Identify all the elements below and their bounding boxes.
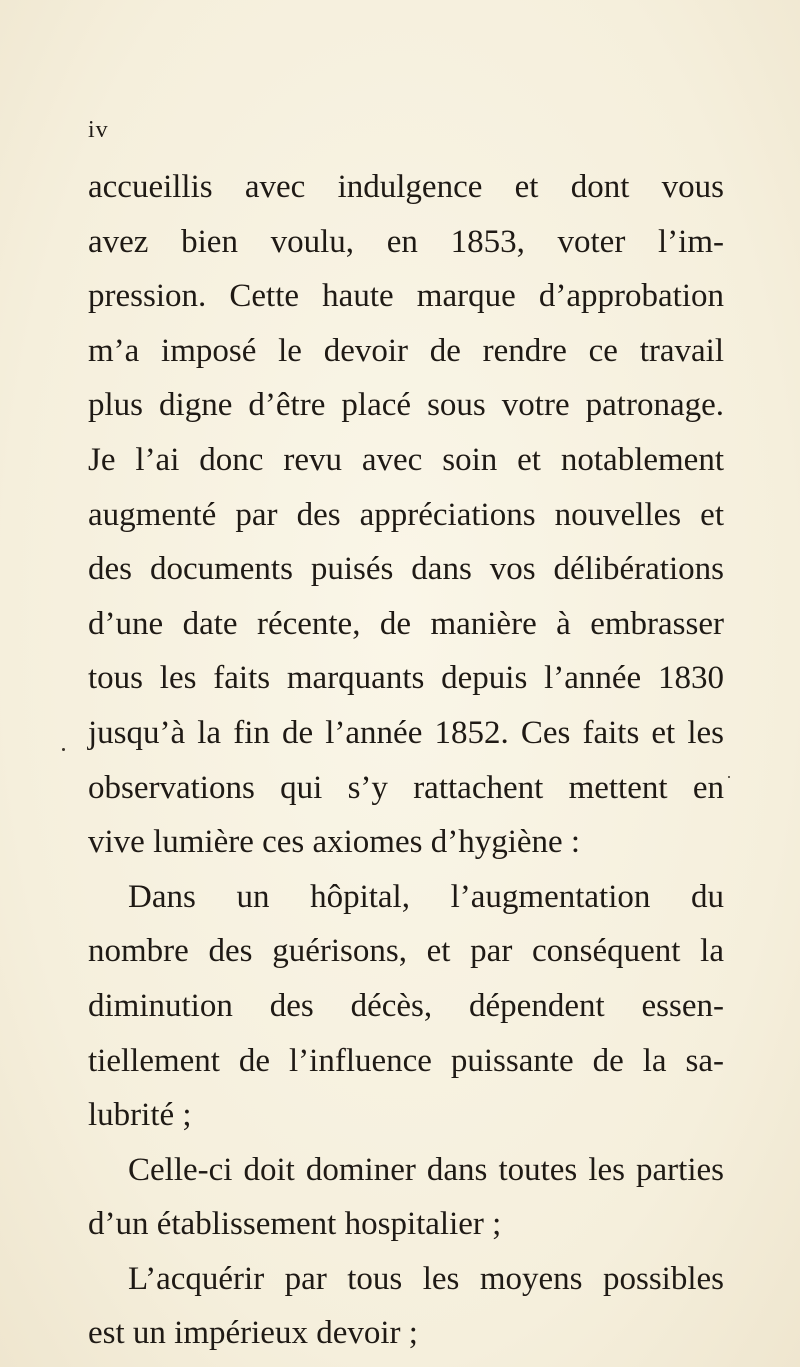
- text-line: m’a imposé le devoir de rendre ce travail: [88, 332, 724, 369]
- text-line: accueillis avec indulgence et dont vous: [88, 169, 724, 205]
- text-line: d’une date récente, de manière à embrasser: [88, 605, 724, 642]
- text-line: lubrité ;: [88, 1097, 192, 1134]
- text-line: observations qui s’y rattachent mettent en: [88, 769, 724, 806]
- paper-speck: [62, 748, 65, 751]
- text-line: Je l’ai donc revu avec soin et notablement: [88, 441, 724, 478]
- text-line: L’acquérir par tous les moyens possibles: [128, 1260, 724, 1297]
- text-line: Dans un hôpital, l’augmentation du: [128, 878, 724, 915]
- text-line: est un impérieux devoir ;: [88, 1315, 418, 1352]
- text-line: pression. Cette haute marque d’approbation: [88, 278, 724, 315]
- text-line: avez bien voulu, en 1853, voter l’im-: [88, 223, 724, 260]
- text-line: vive lumière ces axiomes d’hygiène :: [88, 824, 581, 861]
- text-line: des documents puisés dans vos délibérations: [88, 551, 724, 588]
- text-line: diminution des décès, dépendent essen-: [88, 987, 724, 1024]
- text-line: Celle-ci doit dominer dans toutes les parties: [128, 1151, 724, 1188]
- body-text: [88, 160, 724, 1361]
- page-number: iv: [88, 117, 109, 143]
- paper-speck: [728, 776, 730, 778]
- text-line: tiellement de l’influence puissante de la sa-: [88, 1042, 724, 1079]
- text-line: tous les faits marquants depuis l’année 1830: [88, 660, 724, 697]
- text-line: nombre des guérisons, et par conséquent la: [88, 933, 724, 970]
- text-line: jusqu’à la fin de l’année 1852. Ces faits et les: [88, 714, 724, 751]
- text-line: augmenté par des appréciations nouvelles et: [88, 496, 724, 533]
- text-line: d’un établissement hospitalier ;: [88, 1206, 502, 1243]
- text-line: plus digne d’être placé sous votre patronage.: [88, 387, 724, 424]
